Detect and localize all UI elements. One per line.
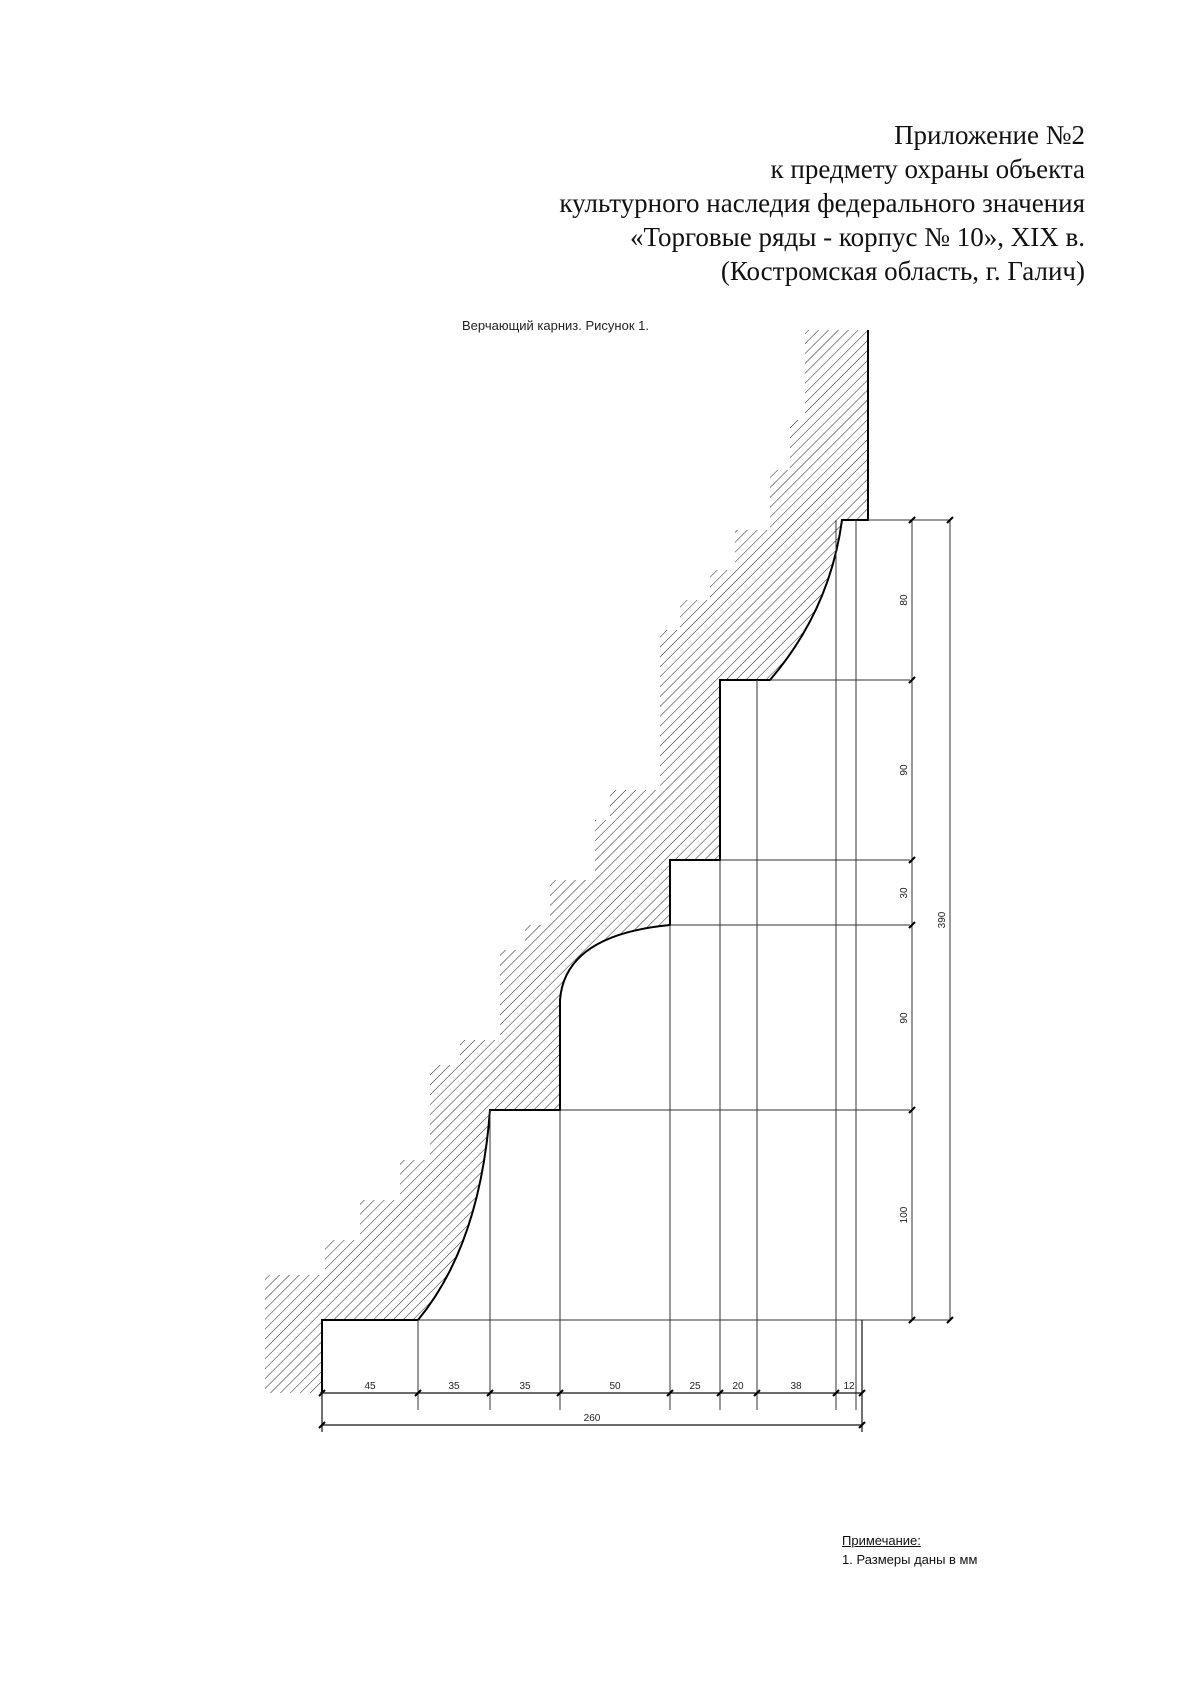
note-block (842, 1531, 977, 1569)
dim-width-25: 25 (689, 1381, 701, 1392)
dim-height-90a: 90 (899, 764, 910, 776)
note-title: Примечание: (842, 1533, 921, 1548)
dim-width-45: 45 (364, 1381, 376, 1392)
figure-caption: Верчающий карниз. Рисунок 1. (462, 318, 649, 333)
dim-width-20: 20 (732, 1381, 744, 1392)
appendix-location: (Костромская область, г. Галич) (720, 256, 1085, 286)
appendix-heritage-line: культурного наследия федерального значения (559, 188, 1085, 218)
dim-width-35a: 35 (448, 1381, 460, 1392)
dim-width-12: 12 (843, 1381, 855, 1392)
appendix-subject-line: к предмету охраны объекта (770, 154, 1085, 184)
note-item: 1. Размеры даны в мм (842, 1552, 978, 1567)
dim-height-80: 80 (899, 594, 910, 606)
dim-width-35b: 35 (519, 1381, 531, 1392)
dim-width-50: 50 (609, 1381, 621, 1392)
appendix-object-name: «Торговые ряды - корпус № 10», XIX в. (630, 222, 1085, 252)
appendix-title: Приложение №2 (894, 120, 1085, 150)
dim-total-width: 260 (583, 1413, 601, 1424)
dim-width-38: 38 (790, 1381, 802, 1392)
dim-height-30: 30 (899, 887, 910, 899)
dim-height-100: 100 (899, 1206, 910, 1224)
dim-height-90b: 90 (899, 1012, 910, 1024)
dim-total-height: 390 (937, 911, 948, 929)
